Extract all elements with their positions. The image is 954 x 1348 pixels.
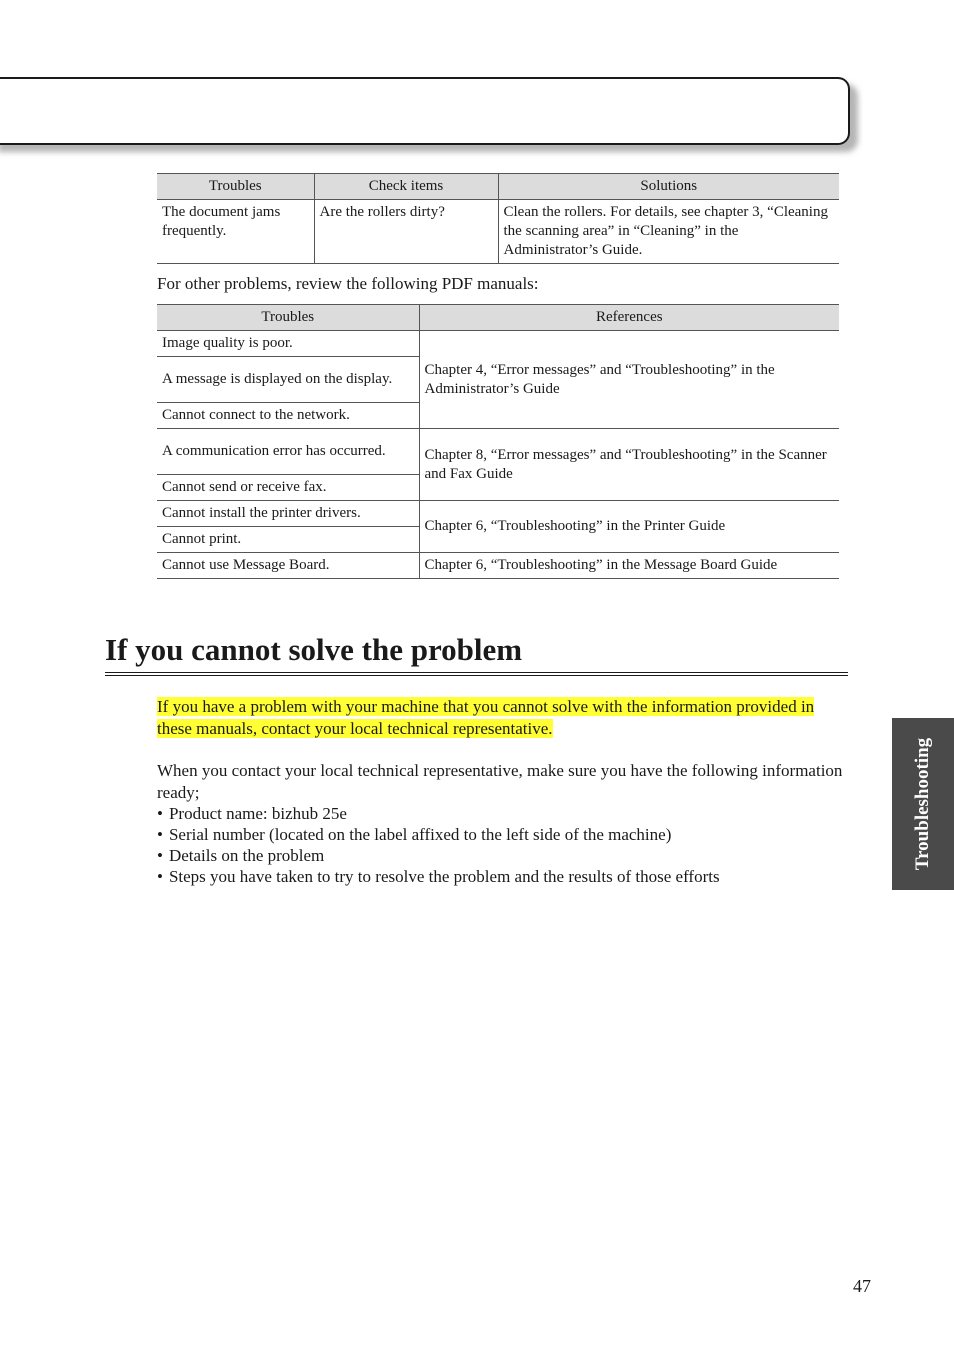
trouble-cell: Cannot install the printer drivers. [157,501,419,527]
table-row [157,553,839,579]
table-row [157,501,839,527]
column-header: Check items [314,174,498,200]
chapter-header-bar [0,77,850,145]
side-tab-label: Troubleshooting [912,737,933,871]
table-header-row [157,305,839,331]
intro-text: For other problems, review the following PDF manuals: [157,274,539,293]
trouble-cell: Cannot connect to the network. [157,403,419,429]
trouble-cell: Cannot use Message Board. [157,553,419,579]
trouble-cell: The document jams frequently. [157,200,314,264]
trouble-cell: A message is displayed on the display. [157,357,419,403]
required-info-list [157,803,720,887]
section-title: If you cannot solve the problem [105,630,848,676]
references-table [157,304,839,579]
trouble-cell: A communication error has occurred. [157,429,419,475]
page-number: 47 [853,1276,871,1296]
trouble-cell: Cannot print. [157,527,419,553]
column-header: Troubles [157,305,419,331]
table-row [157,200,839,264]
reference-cell: Chapter 6, “Troubleshooting” in the Printer Guide [419,501,839,553]
highlighted-notice [157,696,847,740]
column-header: Solutions [498,174,839,200]
list-item: • Product name: bizhub 25e [157,803,720,824]
chapter-side-tab [892,718,954,890]
reference-cell: Chapter 6, “Troubleshooting” in the Message Board Guide [419,553,839,579]
reference-cell: Chapter 4, “Error messages” and “Troubleshooting” in the Administrator’s Guide [419,331,839,429]
solution-cell: Clean the rollers. For details, see chapter 3, “Cleaning the scanning area” in “Cleaning” in the Administrator’s Guide. [498,200,839,264]
table-header-row [157,174,839,200]
highlight-text: If you have a problem with your machine that you cannot solve with the information provided in these manuals, contact your local technical representative. [157,697,815,738]
reference-cell: Chapter 8, “Error messages” and “Troubleshooting” in the Scanner and Fax Guide [419,429,839,501]
table-row [157,429,839,475]
contact-text: When you contact your local technical representative, make sure you have the following information ready; [157,761,843,802]
check-items-table [157,173,839,264]
trouble-cell: Cannot send or receive fax. [157,475,419,501]
column-header: Troubles [157,174,314,200]
list-item: • Details on the problem [157,845,720,866]
trouble-cell: Image quality is poor. [157,331,419,357]
column-header: References [419,305,839,331]
table-row [157,331,839,357]
list-item: • Steps you have taken to try to resolve the problem and the results of those efforts [157,866,720,887]
list-item: • Serial number (located on the label affixed to the left side of the machine) [157,824,720,845]
check-item-cell: Are the rollers dirty? [314,200,498,264]
